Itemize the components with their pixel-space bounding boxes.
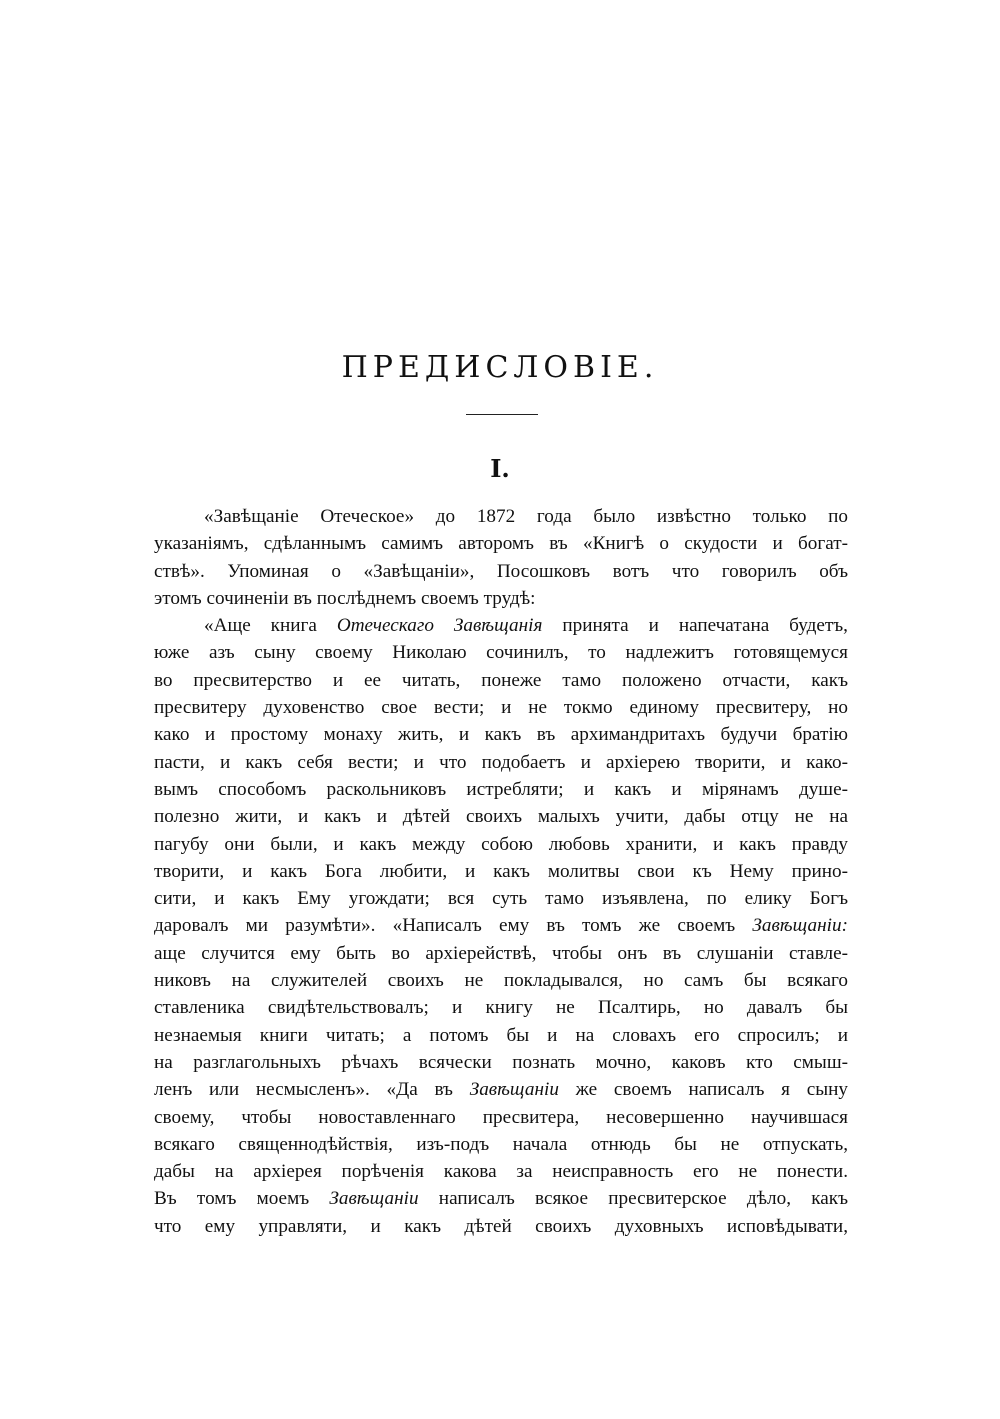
- text-line: «Аще книга Отеческаго Завѣщанія принята и напечатана будетъ,: [204, 615, 848, 637]
- text-line: ствѣ». Упоминая о «Завѣщаніи», Посошковъ вотъ что говорилъ объ: [154, 560, 848, 582]
- text-line: своему, чтобы новоставленнаго пресвитера, несовершенно научившася: [154, 1106, 848, 1128]
- text-line: этомъ сочиненіи въ послѣднемъ своемъ трудѣ:: [154, 587, 536, 609]
- text-line: во пресвитерство и ее читать, понеже тамо положено отчасти, какъ: [154, 669, 848, 691]
- text-line: юже азъ сыну своему Николаю сочинилъ, то надлежитъ готовящемуся: [154, 642, 848, 664]
- section-number: I.: [490, 454, 510, 483]
- italic-title: Завѣщаніи: [469, 1079, 559, 1101]
- text-line: на разглагольныхъ рѣчахъ всячески познать мочно, каковъ кто смыш-: [154, 1051, 848, 1073]
- text-line: указаніямъ, сдѣланнымъ самимъ авторомъ въ «Книгѣ о скудости и богат-: [154, 533, 848, 555]
- text-line: пагубу они были, и какъ между собою любовь хранити, и какъ правду: [154, 833, 848, 855]
- text-line: Въ томъ моемъ Завѣщаніи написалъ всякое пресвитерское дѣло, какъ: [154, 1188, 849, 1210]
- text-line: никовъ на служителей своихъ не покладывался, но самъ бы всякаго: [154, 970, 848, 992]
- italic-title: Отеческаго Завѣщанія: [336, 615, 543, 637]
- text-line: вымъ способомъ раскольниковъ истребляти; и какъ и мірянамъ душе-: [154, 778, 848, 800]
- text-line: что ему управляти, и какъ дѣтей своихъ духовныхъ исповѣдывати,: [154, 1215, 848, 1237]
- text-line: пресвитеру духовенство свое вести; и не токмо единому пресвитеру, но: [154, 697, 848, 719]
- text-line: сити, и какъ Ему угождати; вся суть тамо изъявлена, по елику Богъ: [154, 888, 848, 910]
- text-line: како и простому монаху жить, и какъ въ архимандритахъ будучи братію: [154, 724, 848, 746]
- italic-title: Завѣщаніи:: [752, 915, 848, 937]
- text-line: полезно жити, и какъ и дѣтей своихъ малыхъ учити, дабы отцу не на: [154, 806, 848, 828]
- title-divider: [466, 414, 538, 415]
- text-line: незнаемыя книги читать; а потомъ бы и на словахъ его спросилъ; и: [154, 1024, 848, 1046]
- italic-title: Завѣщаніи: [329, 1188, 419, 1210]
- text-line: ставленика свидѣтельствовалъ; и книгу не Псалтирь, но давалъ бы: [154, 997, 848, 1019]
- text-line: даровалъ ми разумѣти». «Написалъ ему въ томъ же своемъ Завѣщаніи:: [154, 915, 848, 937]
- text-line: всякаго священнодѣйствія, изъ-подъ начала отнюдь бы не отпускать,: [154, 1133, 848, 1155]
- body-text: [154, 503, 848, 1240]
- text-line: пасти, и какъ себя вести; и что подобаетъ и архіерею творити, и како-: [154, 751, 848, 773]
- page-title: ПРЕДИСЛОВІЕ.: [341, 350, 659, 385]
- text-line: аще случится ему быть во архіерействѣ, чтобы онъ въ слушаніи ставле-: [154, 942, 848, 964]
- text-line: дабы на архіерея порѣченія какова за неисправность его не понести.: [154, 1161, 848, 1183]
- text-line: творити, и какъ Бога любити, и какъ молитвы свои къ Нему прино-: [154, 860, 848, 882]
- text-line: «Завѣщаніе Отеческое» до 1872 года было извѣстно только по: [204, 506, 848, 527]
- text-line: ленъ или несмысленъ». «Да въ Завѣщаніи же своемъ написалъ я сыну: [154, 1079, 848, 1101]
